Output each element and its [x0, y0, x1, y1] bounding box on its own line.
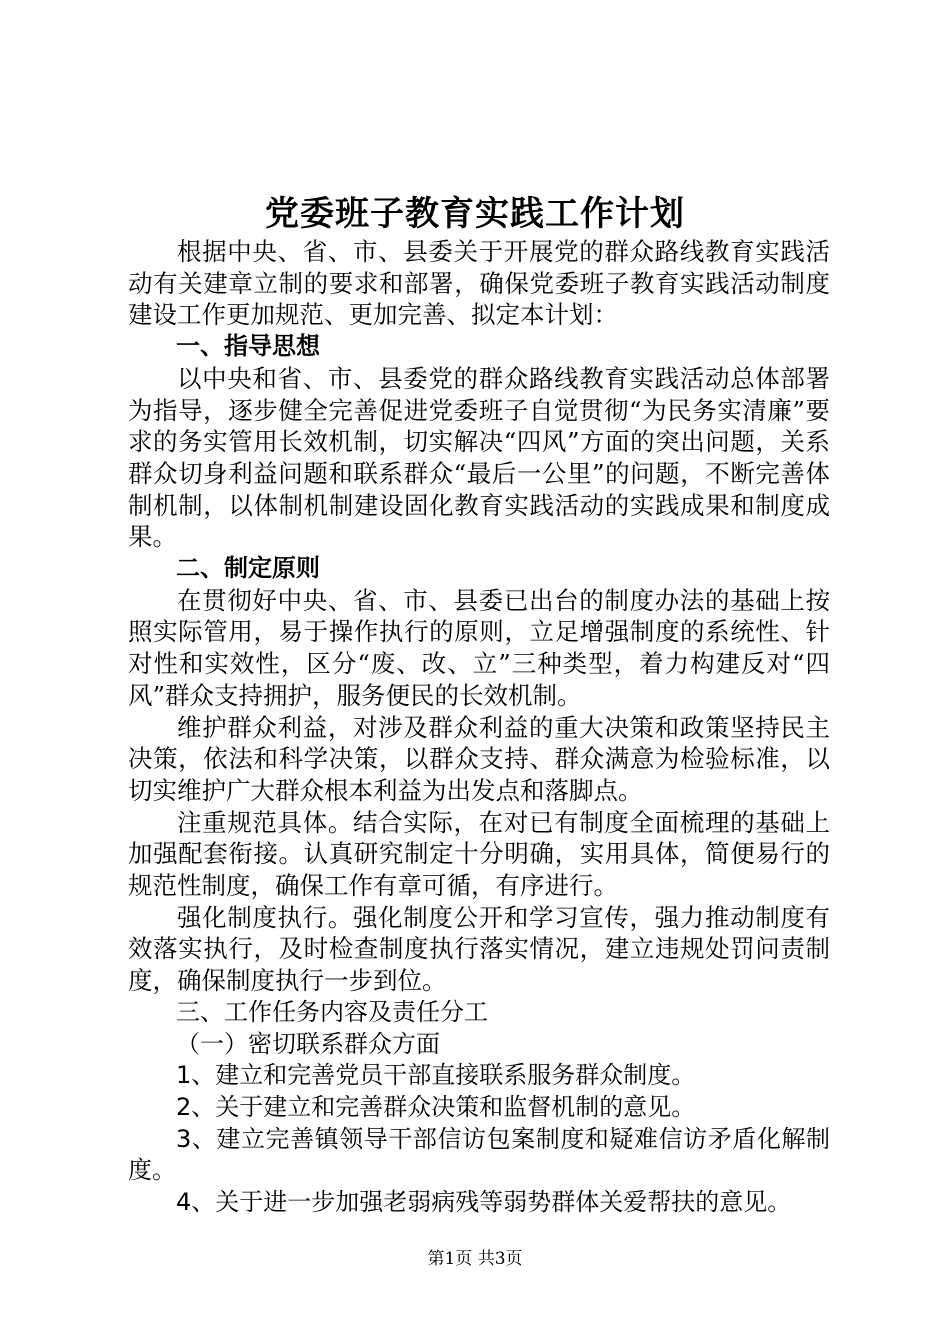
- section-heading-principles: 二、制定原则: [176, 554, 320, 583]
- task-item-3: 3、建立完善镇领导干部信访包案制度和疑难信访矛盾化解制度。: [128, 1124, 830, 1185]
- document-body: [128, 236, 830, 1219]
- intro-paragraph: 根据中央、省、市、县委关于开展党的群众路线教育实践活动有关建章立制的要求和部署，确保党委班子教育实践活动制度建设工作更加规范、更加完善、拟定本计划：: [128, 237, 830, 330]
- task-item-2: 2、关于建立和完善群众决策和监督机制的意见。: [176, 1092, 696, 1121]
- task-item-1: 1、建立和完善党员干部直接联系服务群众制度。: [176, 1061, 696, 1090]
- section-heading-tasks: 三、工作任务内容及责任分工: [176, 997, 488, 1026]
- page-footer: 第1页 共3页: [427, 1249, 523, 1269]
- principle-standardize: 注重规范具体。结合实际，在对已有制度全面梳理的基础上加强配套衔接。认真研究制定十分明确，实用具体，简便易行的规范性制度，确保工作有章可循，有序进行。: [128, 807, 830, 901]
- document-title: 党委班子教育实践工作计划: [265, 194, 685, 234]
- section-heading-guiding-thought: 一、指导思想: [176, 332, 320, 361]
- principle-protect-interests: 维护群众利益，对涉及群众利益的重大决策和政策坚持民主决策，依法和科学决策，以群众支持、群众满意为检验标准，以切实维护广大群众根本利益为出发点和落脚点。: [128, 712, 830, 805]
- principle-enforce: 强化制度执行。强化制度公开和学习宣传，强力推动制度有效落实执行，及时检查制度执行落实情况，建立违规处罚问责制度，确保制度执行一步到位。: [128, 902, 830, 996]
- principles-paragraph: 在贯彻好中央、省、市、县委已出台的制度办法的基础上按照实际管用，易于操作执行的原则，立足增强制度的系统性、针对性和实效性，区分“废、改、立”三种类型，着力构建反对“四风”群众支持拥护，服务便民的长效机制。: [128, 585, 830, 710]
- task-item-4: 4、关于进一步加强老弱病残等弱势群体关爱帮扶的意见。: [176, 1188, 792, 1217]
- subsection-heading-contact-masses: （一）密切联系群众方面: [176, 1029, 440, 1058]
- guiding-thought-paragraph: 以中央和省、市、县委党的群众路线教育实践活动总体部署为指导，逐步健全完善促进党委班子自觉贯彻“为民务实清廉”要求的务实管用长效机制，切实解决“四风”方面的突出问题，关系群众切身利益问题和联系群众“最后一公里”的问题，不断完善体制机制，以体制机制建设固化教育实践活动的实践成果和制度成果。: [128, 363, 830, 552]
